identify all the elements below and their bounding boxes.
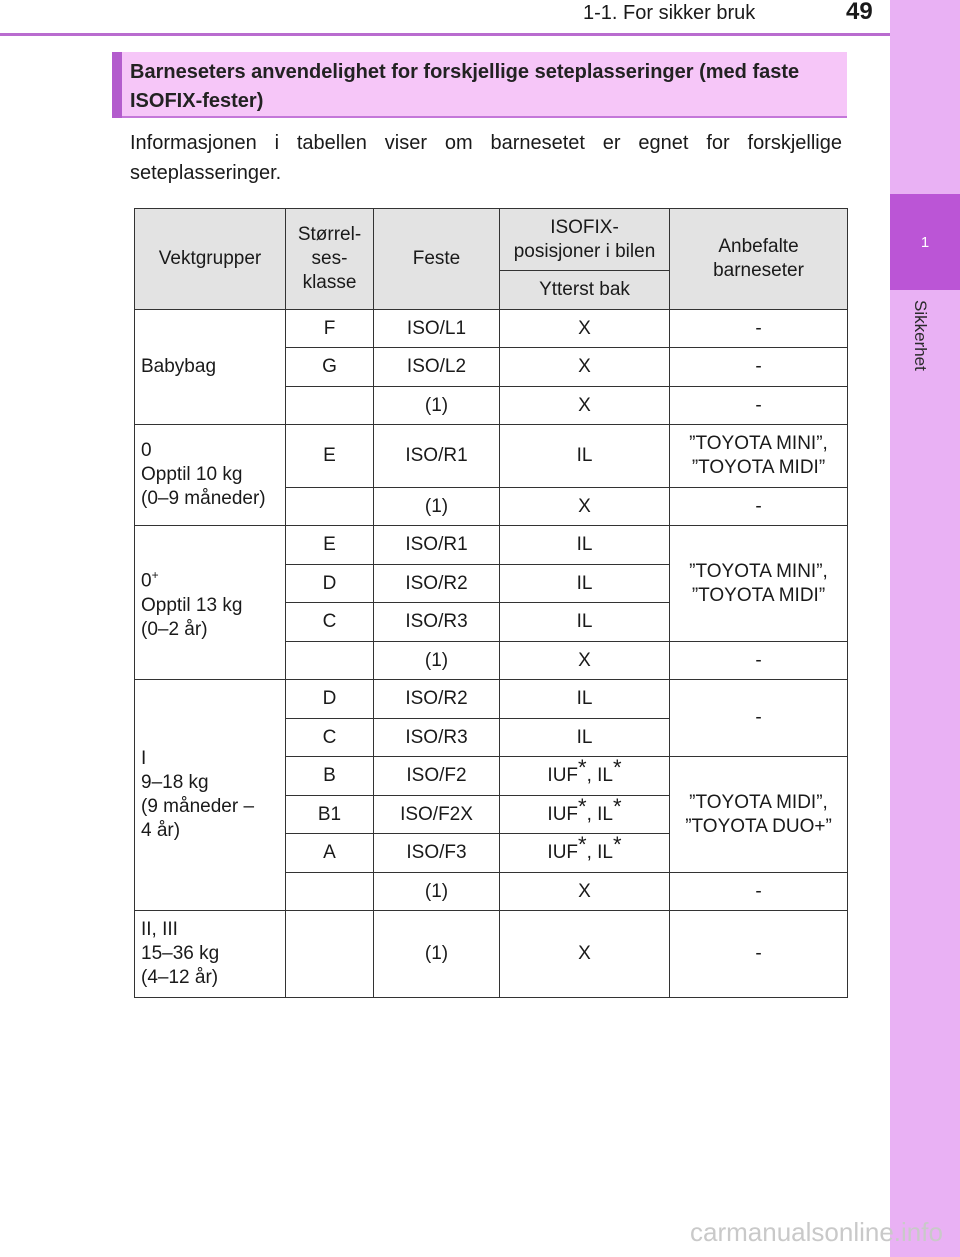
page-number: 49 xyxy=(846,0,873,25)
header-weight-groups: Vektgrupper xyxy=(135,209,286,310)
table-cell: - xyxy=(670,873,848,911)
section-heading-bar xyxy=(112,52,122,118)
side-strip xyxy=(890,0,960,1257)
table-cell: E xyxy=(286,526,374,565)
table-cell: ISO/R2 xyxy=(374,680,500,719)
table-cell: B xyxy=(286,757,374,796)
table-cell: - xyxy=(670,310,848,348)
table-row xyxy=(135,680,848,719)
table-cell: X xyxy=(500,911,670,998)
table-cell xyxy=(286,387,374,425)
header-fixture: Feste xyxy=(374,209,500,310)
table-cell: E xyxy=(286,425,374,488)
header-rule xyxy=(0,33,890,36)
table-cell xyxy=(286,873,374,911)
header-chapter-title: 1-1. For sikker bruk xyxy=(583,2,756,24)
table-cell: - xyxy=(670,387,848,425)
table-cell: (1) xyxy=(374,873,500,911)
table-row xyxy=(135,425,848,488)
table-cell: C xyxy=(286,719,374,757)
table-cell: ISO/R1 xyxy=(374,425,500,488)
table-cell: B1 xyxy=(286,796,374,834)
table-cell: IL xyxy=(500,425,670,488)
table-cell: X xyxy=(500,488,670,526)
table-cell: ISO/R1 xyxy=(374,526,500,565)
table-cell: IL xyxy=(500,603,670,642)
table-row xyxy=(135,526,848,565)
table-cell: C xyxy=(286,603,374,642)
table-cell: IL xyxy=(500,565,670,603)
table-row xyxy=(135,911,848,998)
table-cell: A xyxy=(286,834,374,873)
table-cell xyxy=(286,911,374,998)
header-outer-rear: Ytterst bak xyxy=(500,271,670,310)
table-cell: IL xyxy=(500,719,670,757)
table-cell: ISO/R2 xyxy=(374,565,500,603)
table-cell: ISO/F3 xyxy=(374,834,500,873)
table-cell: IL xyxy=(500,680,670,719)
table-cell: IL xyxy=(500,526,670,565)
table-cell: - xyxy=(670,348,848,387)
table-cell: F xyxy=(286,310,374,348)
table-cell: X xyxy=(500,387,670,425)
table-cell: ISO/L2 xyxy=(374,348,500,387)
table-cell xyxy=(286,642,374,680)
table-cell: (1) xyxy=(374,911,500,998)
table-cell: D xyxy=(286,565,374,603)
header-recommended: Anbefalte barneseter xyxy=(670,209,848,310)
table-cell: X xyxy=(500,310,670,348)
table-row xyxy=(135,310,848,348)
group-babybag: Babybag xyxy=(135,310,286,425)
table-cell: - xyxy=(670,642,848,680)
table-cell: D xyxy=(286,680,374,719)
table-cell: X xyxy=(500,873,670,911)
group-1: I 9–18 kg (9 måneder – 4 år) xyxy=(135,680,286,911)
header-size-class: Størrel- ses- klasse xyxy=(286,209,374,310)
table-cell: - xyxy=(670,680,848,757)
group-2-3: II, III 15–36 kg (4–12 år) xyxy=(135,911,286,998)
table-cell: IUF*, IL* xyxy=(500,834,670,873)
table-cell: IUF*, IL* xyxy=(500,757,670,796)
chapter-tab-number: 1 xyxy=(920,234,930,251)
table-cell: X xyxy=(500,642,670,680)
table-cell: G xyxy=(286,348,374,387)
table-cell: - xyxy=(670,911,848,998)
table-cell: IUF*, IL* xyxy=(500,796,670,834)
table-cell: ”TOYOTA MINI”, ”TOYOTA MIDI” xyxy=(670,526,848,642)
group-0-plus: 0+ Opptil 13 kg (0–2 år) xyxy=(135,526,286,680)
table-cell: (1) xyxy=(374,488,500,526)
section-title: Barneseters anvendelighet for forskjellige seteplasseringer (med faste ISOFIX-fester) xyxy=(130,61,800,112)
table-cell: - xyxy=(670,488,848,526)
table-cell: ISO/L1 xyxy=(374,310,500,348)
isofix-table xyxy=(134,208,848,998)
table-cell: ISO/F2X xyxy=(374,796,500,834)
table-cell: ISO/R3 xyxy=(374,719,500,757)
chapter-tab-label: Sikkerhet xyxy=(911,300,930,371)
header-isofix-positions: ISOFIX- posisjoner i bilen xyxy=(500,209,670,271)
table-cell: (1) xyxy=(374,387,500,425)
table-cell xyxy=(286,488,374,526)
table-cell: (1) xyxy=(374,642,500,680)
table-cell: ”TOYOTA MINI”, ”TOYOTA MIDI” xyxy=(670,425,848,488)
intro-paragraph: Informasjonen i tabellen viser om barnesetet er egnet for forskjellige seteplasseringer. xyxy=(130,132,842,184)
table-cell: ”TOYOTA MIDI”, ”TOYOTA DUO+” xyxy=(670,757,848,873)
watermark: carmanualsonline.info xyxy=(690,1217,943,1247)
table-cell: ISO/R3 xyxy=(374,603,500,642)
table-cell: X xyxy=(500,348,670,387)
table-cell: ISO/F2 xyxy=(374,757,500,796)
group-0: 0 Opptil 10 kg (0–9 måneder) xyxy=(135,425,286,526)
